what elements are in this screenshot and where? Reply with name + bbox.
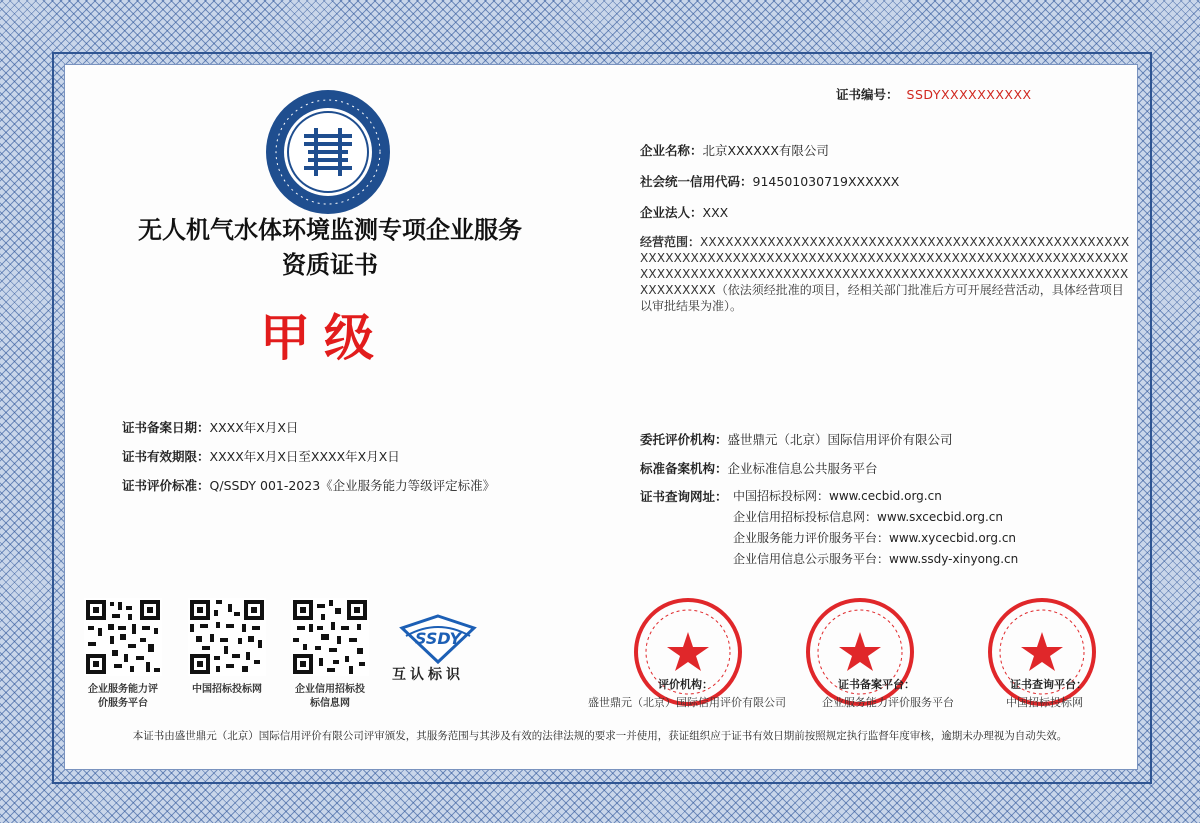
business-scope-label: 经营范围： bbox=[640, 235, 701, 249]
credit-code-value: 914501030719XXXXXX bbox=[752, 174, 900, 189]
qr-label-1 bbox=[68, 683, 178, 711]
certificate-number bbox=[836, 85, 1032, 103]
qr-label-1-line1: 企业服务能力评 bbox=[88, 684, 158, 695]
seal-caption-3: 证书查询平台： bbox=[1010, 678, 1087, 691]
qr-label-2-line1: 中国招标投标网 bbox=[192, 684, 262, 695]
standard-filing-row bbox=[640, 459, 878, 477]
query-site-4: 企业信用信息公示服务平台：www.ssdy-xinyong.cn bbox=[733, 552, 1019, 566]
filing-date-row bbox=[122, 418, 298, 436]
business-scope bbox=[640, 234, 1130, 314]
standard-label: 证书评价标准： bbox=[122, 478, 210, 493]
certificate-number-label: 证书编号： bbox=[836, 87, 899, 102]
legal-person-row bbox=[640, 203, 728, 221]
credit-code-label: 社会统一信用代码： bbox=[640, 174, 753, 189]
query-url-row bbox=[640, 487, 728, 505]
business-scope-value: XXXXXXXXXXXXXXXXXXXXXXXXXXXXXXXXXXXXXXXXXXXXXXXXXXXXXXXXXXXXXXXXXXXXXXXXXXXXXXXXXXXXXXXXXXXXXXXXXXXXXXXXXXXXXXXXXXXXXXXXXXXXXXXXXXXXXXXXXXXXXXXXXXXXXXXXXXXXXXXXXXXXXXXXXXXXXXXX bbox=[640, 235, 1130, 297]
certificate-number-value: SSDYXXXXXXXXXX bbox=[906, 87, 1032, 102]
filing-date-label: 证书备案日期： bbox=[122, 420, 210, 435]
mutual-recognition-label: 互认标识 bbox=[392, 667, 464, 683]
filing-date-value: XXXX年X月X日 bbox=[209, 420, 299, 435]
seal-sub-2: 企业服务能力评价服务平台 bbox=[822, 696, 954, 709]
business-scope-note: （依法须经批准的项目，经相关部门批准后方可开展经营活动，具体经营项目以审批结果为准）。 bbox=[640, 283, 1124, 313]
certificate-grade: 甲级 bbox=[260, 308, 388, 367]
standard-filing-value: 企业标准信息公共服务平台 bbox=[727, 461, 878, 476]
query-site-2: 企业信用招标投标信息网：www.sxcecbid.org.cn bbox=[733, 510, 1003, 524]
valid-period-row bbox=[122, 447, 400, 465]
query-site-3: 企业服务能力评价服务平台：www.xycecbid.org.cn bbox=[733, 531, 1017, 545]
seal-caption-1: 评价机构： bbox=[658, 678, 713, 691]
qr-label-3-line2: 标信息网 bbox=[310, 698, 350, 709]
qr-label-1-line2: 价服务平台 bbox=[98, 698, 148, 709]
company-name-value: 北京XXXXXX有限公司 bbox=[702, 143, 829, 158]
standard-value: Q/SSDY 001-2023《企业服务能力等级评定标准》 bbox=[209, 478, 496, 493]
association-logo-icon bbox=[264, 88, 392, 216]
ssdy-badge-text: SSDY bbox=[414, 629, 462, 648]
standard-row bbox=[122, 476, 495, 494]
qr-label-2 bbox=[172, 683, 282, 697]
certificate-footer-note: 本证书由盛世鼎元（北京）国际信用评价有限公司评审颁发，其服务范围与其涉及有效的法律法规的要求一并使用，获证组织应于证书有效日期前按照规定执行监督年度审核，逾期未办理视为自动失效。 bbox=[132, 730, 1068, 742]
entrusted-agency-label: 委托评价机构： bbox=[640, 432, 728, 447]
query-site-1: 中国招标投标网：www.cecbid.org.cn bbox=[733, 489, 942, 503]
certificate-subtitle: 资质证书 bbox=[282, 251, 378, 279]
valid-period-label: 证书有效期限： bbox=[122, 449, 210, 464]
legal-person-label: 企业法人： bbox=[640, 205, 703, 220]
valid-period-value: XXXX年X月X日至XXXX年X月X日 bbox=[209, 449, 400, 464]
query-url-label: 证书查询网址： bbox=[640, 489, 728, 504]
qr-label-3 bbox=[275, 683, 385, 711]
certificate-title: 无人机气水体环境监测专项企业服务 bbox=[138, 216, 522, 244]
credit-code-row bbox=[640, 172, 899, 190]
qr-code-icon[interactable] bbox=[291, 598, 369, 676]
seal-caption-2: 证书备案平台： bbox=[838, 678, 915, 691]
company-name-row bbox=[640, 141, 829, 159]
company-name-label: 企业名称： bbox=[640, 143, 703, 158]
qr-code-icon[interactable] bbox=[188, 598, 266, 676]
standard-filing-label: 标准备案机构： bbox=[640, 461, 728, 476]
seal-sub-1: 盛世鼎元（北京）国际信用评价有限公司 bbox=[588, 696, 786, 709]
legal-person-value: XXX bbox=[702, 205, 729, 220]
qr-label-3-line1: 企业信用招标投 bbox=[295, 684, 365, 695]
entrusted-agency-value: 盛世鼎元（北京）国际信用评价有限公司 bbox=[727, 432, 953, 447]
entrusted-agency-row bbox=[640, 430, 953, 448]
seal-sub-3: 中国招标投标网 bbox=[1006, 696, 1083, 709]
qr-code-icon[interactable] bbox=[84, 598, 162, 676]
